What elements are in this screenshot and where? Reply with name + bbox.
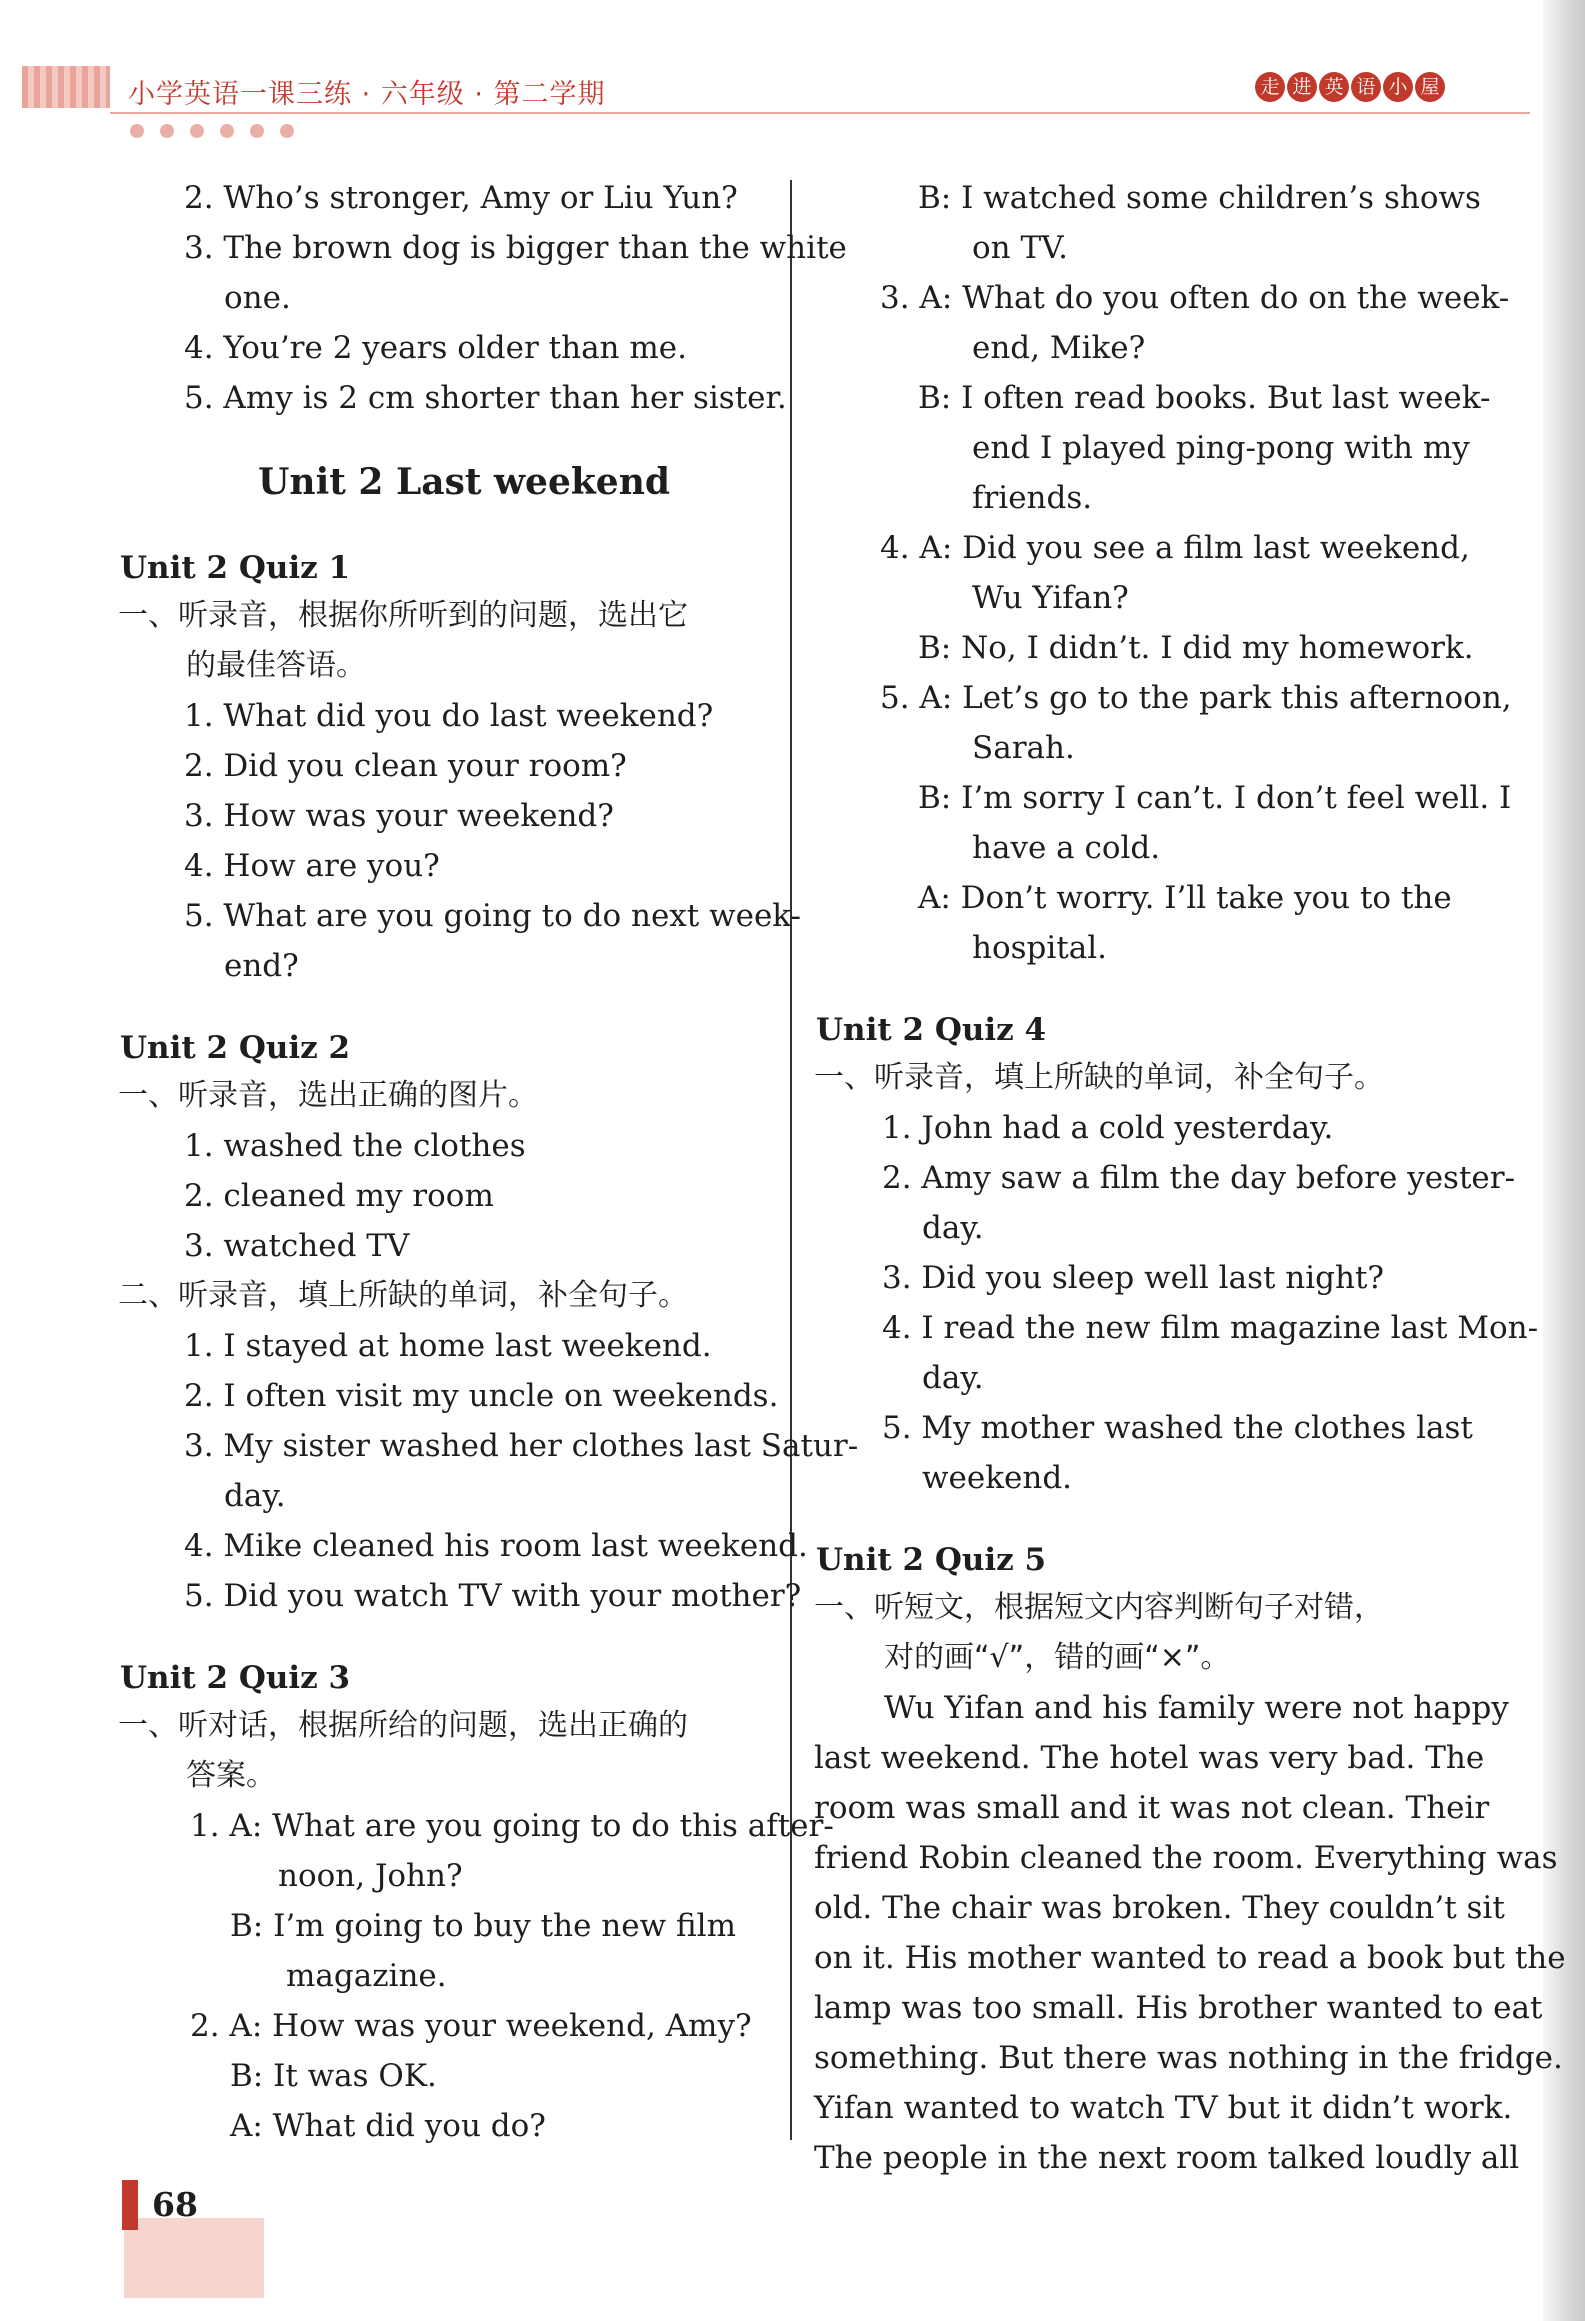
list-item: 3. Did you sleep well last night? bbox=[882, 1260, 1385, 1296]
badge-char: 屋 bbox=[1415, 72, 1445, 102]
passage-line: room was small and it was not clean. Their bbox=[814, 1790, 1490, 1826]
list-item: 1. What did you do last weekend? bbox=[184, 698, 714, 734]
list-item: 2. cleaned my room bbox=[184, 1178, 494, 1214]
passage-line: Yifan wanted to watch TV but it didn’t work. bbox=[814, 2090, 1513, 2126]
list-item: 4. You’re 2 years older than me. bbox=[184, 330, 687, 366]
badge-char: 小 bbox=[1383, 72, 1413, 102]
list-item: 4. I read the new film magazine last Mon- bbox=[882, 1310, 1539, 1346]
dialogue-line: A: Don’t worry. I’ll take you to the bbox=[918, 880, 1452, 916]
list-item: 1. washed the clothes bbox=[184, 1128, 526, 1164]
dialogue-line: A: What did you do? bbox=[230, 2108, 546, 2144]
header-decor-block bbox=[22, 66, 110, 108]
list-item: 4. How are you? bbox=[184, 848, 440, 884]
dialogue-line: B: I’m sorry I can’t. I don’t feel well. I bbox=[918, 780, 1512, 816]
unit-heading: Unit 2 Last weekend bbox=[258, 461, 671, 503]
passage-line: on it. His mother wanted to read a book but the bbox=[814, 1940, 1566, 1976]
instruction: 一、听对话，根据所给的问题，选出正确的 bbox=[118, 1708, 688, 1743]
dialogue-line: Sarah. bbox=[972, 730, 1075, 766]
list-item: 4. Mike cleaned his room last weekend. bbox=[184, 1528, 808, 1564]
passage-line: friend Robin cleaned the room. Everything was bbox=[814, 1840, 1558, 1876]
quiz-title: Unit 2 Quiz 4 bbox=[816, 1012, 1047, 1048]
instruction: 二、听录音，填上所缺的单词，补全句子。 bbox=[118, 1278, 688, 1313]
footer-bar bbox=[122, 2180, 138, 2230]
badge-char: 英 bbox=[1319, 72, 1349, 102]
passage-line: something. But there was nothing in the fridge. bbox=[814, 2040, 1563, 2076]
list-item: end? bbox=[224, 948, 299, 984]
dialogue-line: have a cold. bbox=[972, 830, 1161, 866]
badge-char: 进 bbox=[1287, 72, 1317, 102]
badge-char: 走 bbox=[1255, 72, 1285, 102]
dialogue-line: hospital. bbox=[972, 930, 1108, 966]
passage-line: old. The chair was broken. They couldn’t sit bbox=[814, 1890, 1505, 1926]
list-item: day. bbox=[922, 1360, 984, 1396]
list-item: 5. Amy is 2 cm shorter than her sister. bbox=[184, 380, 787, 416]
instruction: 一、听短文，根据短文内容判断句子对错， bbox=[814, 1590, 1384, 1625]
dialogue-line: 3. A: What do you often do on the week- bbox=[880, 280, 1510, 316]
dialogue-line: B: I’m going to buy the new film bbox=[230, 1908, 736, 1944]
list-item: 5. My mother washed the clothes last bbox=[882, 1410, 1473, 1446]
footer-decor bbox=[124, 2218, 264, 2298]
series-title: 小学英语一课三练 · 六年级 · 第二学期 bbox=[128, 79, 606, 110]
badge-char: 语 bbox=[1351, 72, 1381, 102]
list-item: 1. I stayed at home last weekend. bbox=[184, 1328, 712, 1364]
passage-line: lamp was too small. His brother wanted to eat bbox=[814, 1990, 1543, 2026]
instruction: 对的画“√”，错的画“×”。 bbox=[884, 1640, 1231, 1675]
dialogue-line: 5. A: Let’s go to the park this afternoon, bbox=[880, 680, 1512, 716]
list-item: 5. Did you watch TV with your mother? bbox=[184, 1578, 802, 1614]
header-dots bbox=[130, 124, 294, 138]
list-item: 3. How was your weekend? bbox=[184, 798, 614, 834]
instruction: 一、听录音，根据你所听到的问题，选出它 bbox=[118, 598, 688, 633]
dialogue-line: 4. A: Did you see a film last weekend, bbox=[880, 530, 1470, 566]
list-item: day. bbox=[922, 1210, 984, 1246]
instruction: 一、听录音，选出正确的图片。 bbox=[118, 1078, 538, 1113]
passage-line: Wu Yifan and his family were not happy bbox=[884, 1690, 1509, 1726]
dialogue-line: 2. A: How was your weekend, Amy? bbox=[190, 2008, 752, 2044]
list-item: 2. Amy saw a film the day before yester- bbox=[882, 1160, 1516, 1196]
dialogue-line: B: No, I didn’t. I did my homework. bbox=[918, 630, 1474, 666]
quiz-title: Unit 2 Quiz 1 bbox=[120, 550, 351, 586]
dialogue-line: B: I watched some children’s shows bbox=[918, 180, 1481, 216]
page-number: 68 bbox=[152, 2185, 198, 2224]
list-item: 3. My sister washed her clothes last Satur- bbox=[184, 1428, 859, 1464]
list-item: 3. The brown dog is bigger than the white bbox=[184, 230, 847, 266]
instruction: 一、听录音，填上所缺的单词，补全句子。 bbox=[814, 1060, 1384, 1095]
list-item: 5. What are you going to do next week- bbox=[184, 898, 802, 934]
list-item: 1. John had a cold yesterday. bbox=[882, 1110, 1334, 1146]
dialogue-line: magazine. bbox=[286, 1958, 447, 1994]
quiz-title: Unit 2 Quiz 2 bbox=[120, 1030, 351, 1066]
quiz-title: Unit 2 Quiz 5 bbox=[816, 1542, 1047, 1578]
header-rule bbox=[110, 112, 1530, 114]
dialogue-line: 1. A: What are you going to do this after- bbox=[190, 1808, 834, 1844]
list-item: weekend. bbox=[922, 1460, 1073, 1496]
column-divider bbox=[790, 180, 792, 2140]
quiz-title: Unit 2 Quiz 3 bbox=[120, 1660, 351, 1696]
list-item: 2. I often visit my uncle on weekends. bbox=[184, 1378, 779, 1414]
dialogue-line: end, Mike? bbox=[972, 330, 1146, 366]
dialogue-line: B: I often read books. But last week- bbox=[918, 380, 1491, 416]
header-badge bbox=[1255, 72, 1445, 102]
list-item: 2. Did you clean your room? bbox=[184, 748, 627, 784]
dialogue-line: end I played ping-pong with my bbox=[972, 430, 1470, 466]
dialogue-line: on TV. bbox=[972, 230, 1068, 266]
list-item: day. bbox=[224, 1478, 286, 1514]
instruction: 答案。 bbox=[186, 1758, 276, 1793]
dialogue-line: B: It was OK. bbox=[230, 2058, 437, 2094]
dialogue-line: Wu Yifan? bbox=[972, 580, 1129, 616]
passage-line: The people in the next room talked loudly all bbox=[814, 2140, 1520, 2176]
instruction: 的最佳答语。 bbox=[186, 648, 366, 683]
dialogue-line: friends. bbox=[972, 480, 1093, 516]
dialogue-line: noon, John? bbox=[278, 1858, 463, 1894]
list-item: one. bbox=[224, 280, 291, 316]
list-item: 3. watched TV bbox=[184, 1228, 410, 1264]
list-item: 2. Who’s stronger, Amy or Liu Yun? bbox=[184, 180, 738, 216]
passage-line: last weekend. The hotel was very bad. The bbox=[814, 1740, 1485, 1776]
